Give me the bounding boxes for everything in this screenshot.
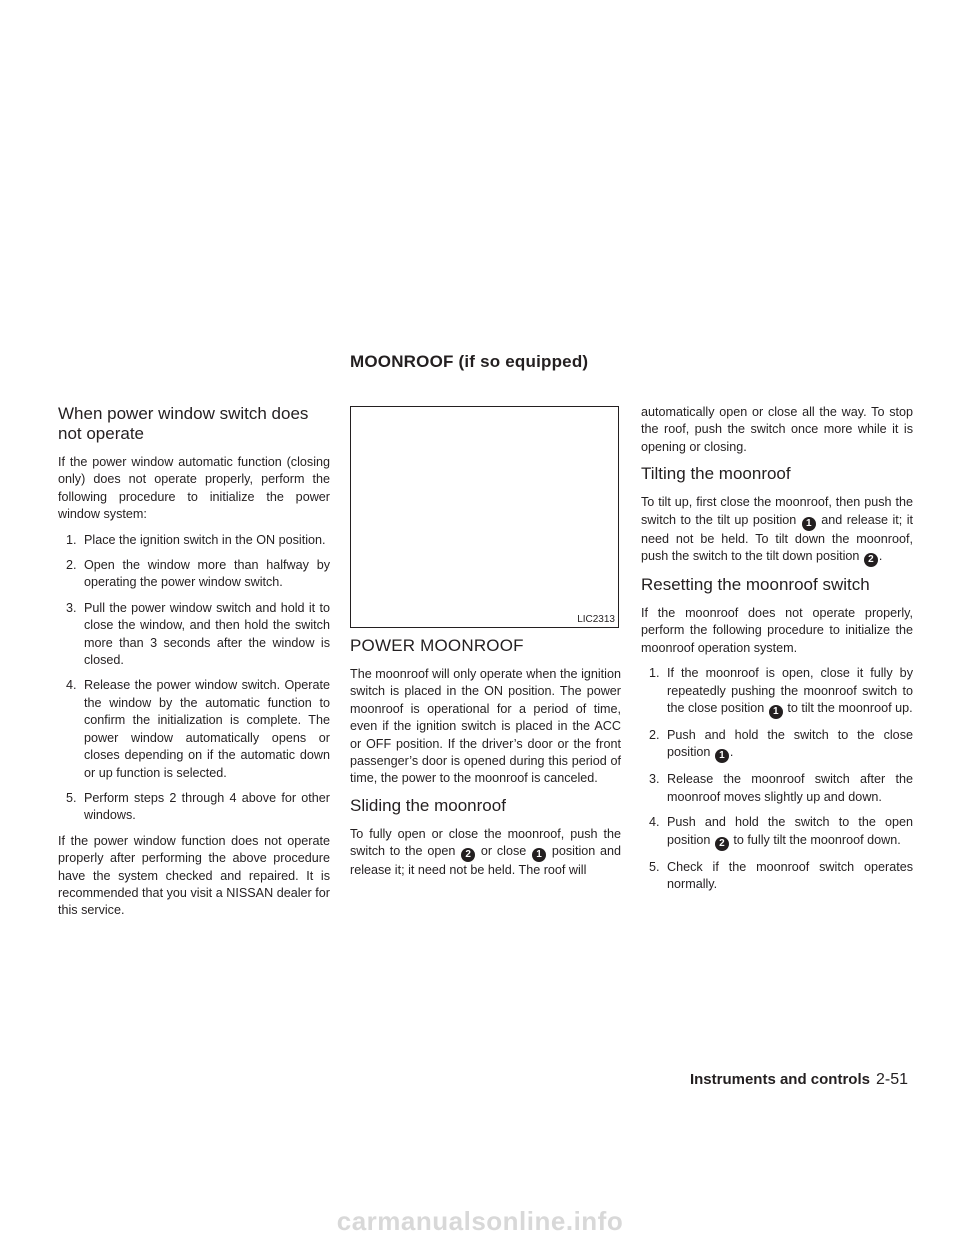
step-text: Release the moonroof switch after the moonroof moves slightly up and down. (667, 772, 913, 804)
list-item (641, 727, 913, 763)
step-number: 1. (66, 532, 77, 547)
list-item (58, 600, 330, 670)
column-2 (350, 636, 621, 888)
section-title: MOONROOF (if so equipped) (350, 352, 589, 371)
heading-power-moonroof: POWER MOONROOF (350, 636, 524, 655)
callout-1-icon: 1 (802, 517, 816, 531)
step-number: 2. (66, 558, 77, 573)
reset-intro: If the moonroof does not operate properly, perform the following procedure to initialize the moonroof operation system. (641, 606, 913, 655)
callout-1-icon: 1 (769, 705, 783, 719)
heading-resetting: Resetting the moonroof switch (641, 575, 870, 595)
footer-section-label: Instruments and controls (689, 1071, 870, 1088)
tilt-text-b: and release it; it need not be held. To tilt down the moonroof, push the switch to the tilt down position (641, 512, 914, 564)
intro-paragraph: If the power window automatic function (closing only) does not operate properly, perform the following procedure to initialize the power window system: (58, 455, 330, 522)
callout-2-icon: 2 (461, 848, 475, 862)
list-item (641, 771, 913, 806)
step-number: 3. (66, 600, 77, 615)
step-number: 4. (66, 678, 77, 693)
list-item (641, 859, 913, 894)
list-item (58, 677, 330, 781)
outro-paragraph: If the power window function does not operate properly after performing the above procedure have the system checked and repaired. It is recommended that you visit a NISSAN dealer for this service. (58, 833, 330, 918)
tilt-text-a: To tilt up, first close the moonroof, then push the switch to the tilt up position (641, 495, 913, 527)
step-text: Perform steps 2 through 4 above for other windows. (84, 790, 330, 823)
step-text: . (729, 745, 734, 760)
step-text: Pull the power window switch and hold it to close the window, and then hold the switch more than 3 seconds after the window is closed. (84, 600, 330, 668)
sliding-continued: automatically open or close all the way. To stop the roof, push the switch once more while it is opening or closing. (641, 405, 913, 454)
step-text: Release the power window switch. Operate the window by the automatic function to confirm the initialization is complete. The power window automatically opens or closes depending on if the automatic down or up function is selected. (84, 678, 330, 780)
step-number: 5. (649, 859, 660, 874)
watermark (0, 1200, 960, 1242)
list-item (58, 557, 330, 592)
list-item (641, 665, 913, 719)
tilt-text-c: . (878, 549, 883, 564)
callout-2-icon: 2 (864, 553, 878, 567)
figure-id: LIC2313 (577, 614, 615, 625)
sliding-paragraph (350, 826, 621, 880)
step-text: Push and hold the switch to the close position (667, 728, 913, 760)
step-number: 4. (649, 815, 660, 830)
reset-steps-list (641, 665, 913, 893)
step-text: to tilt the moonroof up. (787, 701, 913, 716)
callout-1-icon: 1 (532, 848, 546, 862)
sliding-text-a: To fully open or close the moonroof, push the switch to the open (350, 826, 621, 859)
column-1 (58, 404, 330, 928)
page-number: 2-51 (875, 1071, 908, 1088)
init-steps-list (58, 532, 330, 825)
heading-power-window-switch: When power window switch does not operate (58, 404, 309, 443)
step-text: Check if the moonroof switch operates normally. (667, 859, 913, 892)
heading-sliding: Sliding the moonroof (350, 795, 506, 815)
page-footer (690, 1071, 908, 1089)
list-item (58, 790, 330, 825)
step-text: If the moonroof is open, close it fully by repeatedly pushing the moonroof switch to the close position (667, 666, 913, 716)
callout-2-icon: 2 (715, 837, 729, 851)
step-number: 1. (649, 666, 660, 681)
watermark-text: carmanualsonline.info (336, 1206, 624, 1236)
step-text: Push and hold the switch to the open position (667, 815, 913, 847)
tilting-paragraph (641, 494, 913, 567)
step-text: to fully tilt the moonroof down. (733, 832, 901, 847)
heading-tilting: Tilting the moonroof (641, 464, 791, 484)
step-text: Open the window more than halfway by operating the power window switch. (84, 558, 330, 590)
sliding-text-c: position and release it; it need not be held. The roof will (350, 844, 622, 878)
callout-1-icon: 1 (715, 749, 729, 763)
moonroof-figure (350, 406, 619, 628)
step-number: 3. (649, 772, 660, 787)
list-item (58, 532, 330, 549)
list-item (641, 814, 913, 850)
step-number: 2. (649, 728, 660, 743)
step-text: Place the ignition switch in the ON position. (84, 532, 326, 547)
sliding-text-b: or close (480, 844, 527, 859)
step-number: 5. (66, 790, 77, 805)
moonroof-intro: The moonroof will only operate when the ignition switch is placed in the ON position. The power moonroof is operational for a period of time, even if the ignition switch is placed in the ACC or OFF position. If the driver’s door or the front passenger’s door is opened during this period of time, the power to the moonroof is canceled. (350, 667, 621, 786)
column-3 (641, 404, 913, 902)
